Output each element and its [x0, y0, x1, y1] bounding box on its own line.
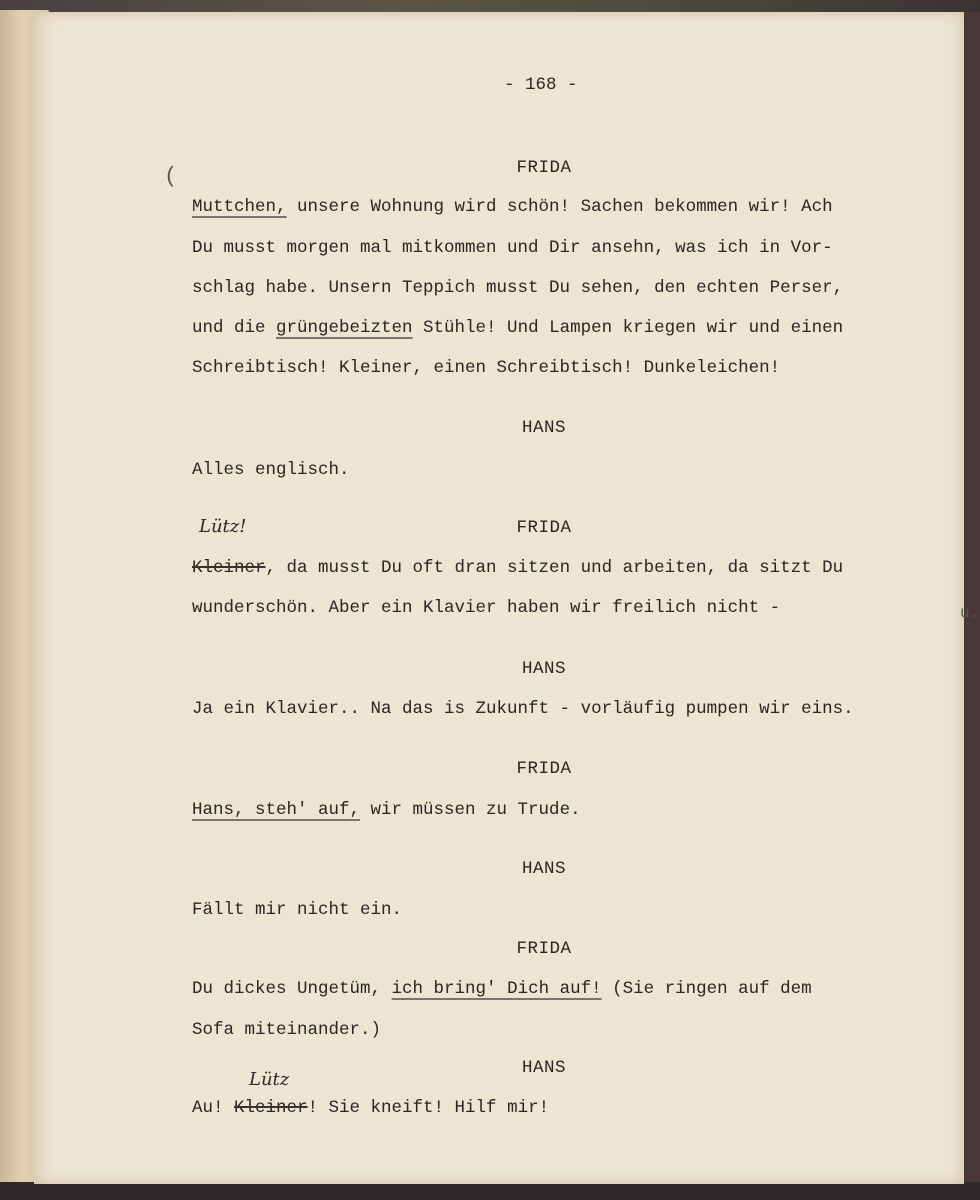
dialogue-line: schlag habe. Unsern Teppich musst Du sehen, den echten Perser, [192, 278, 844, 298]
line-text: ! Sie kneift! Hilf mir! [307, 1098, 550, 1118]
underlined-phrase: ich bring' Dich auf! [391, 979, 602, 999]
speaker-hans: HANS [521, 859, 566, 879]
struck-word: Kleiner [192, 558, 266, 578]
dialogue-line: Fällt mir nicht ein. [192, 900, 403, 920]
dialogue-line: Alles englisch. [192, 460, 350, 480]
dialogue-line [192, 317, 843, 339]
book-bottom-edge [0, 1182, 980, 1200]
underlined-word: grüngebeizten [276, 318, 413, 338]
speaker-hans: HANS [521, 418, 566, 438]
handwritten-correction: Lütz! [199, 516, 247, 537]
line-text: wir müssen zu Trude. [360, 800, 581, 820]
speaker-hans: HANS [521, 1058, 566, 1078]
book-right-edge [964, 12, 980, 1184]
dialogue-line [192, 557, 843, 579]
dialogue-line: Sofa miteinander.) [192, 1020, 382, 1040]
margin-mark-right: u. [960, 604, 980, 622]
speaker-frida: FRIDA [516, 759, 572, 779]
dialogue-line: Schreibtisch! Kleiner, einen Schreibtisch! Dunkeleichen! [192, 358, 781, 378]
dialogue-line [192, 196, 833, 218]
dialogue-line [192, 799, 581, 821]
margin-bracket-mark: ( [164, 164, 178, 189]
page-number: - 168 - [504, 75, 578, 95]
line-text: Du dickes Ungetüm, [192, 979, 392, 999]
line-text: , da musst Du oft dran sitzen und arbeiten, da sitzt Du [265, 558, 844, 578]
speaker-frida: FRIDA [516, 939, 572, 959]
dialogue-line: Du musst morgen mal mitkommen und Dir ansehn, was ich in Vor- [192, 238, 833, 258]
underlined-phrase: Hans, steh' auf, [192, 800, 361, 820]
line-text: Stühle! Und Lampen kriegen wir und einen [412, 318, 844, 338]
speaker-frida: FRIDA [516, 158, 572, 178]
line-text: und die [192, 318, 277, 338]
dialogue-line: Ja ein Klavier.. Na das is Zukunft - vorläufig pumpen wir eins. [192, 699, 854, 719]
line-text: unsere Wohnung wird schön! Sachen bekommen wir! Ach [286, 197, 833, 217]
dialogue-line [192, 978, 812, 1000]
line-text: Au! [192, 1098, 235, 1118]
typescript-page [34, 12, 980, 1184]
struck-word: Kleiner [234, 1098, 308, 1118]
line-text: (Sie ringen auf dem [601, 979, 812, 999]
dialogue-line: wunderschön. Aber ein Klavier haben wir freilich nicht - [192, 598, 781, 618]
dialogue-line [192, 1097, 549, 1119]
speaker-frida: FRIDA [516, 518, 572, 538]
speaker-hans: HANS [521, 659, 566, 679]
underlined-word: Muttchen, [192, 197, 287, 217]
handwritten-correction: Lütz [249, 1069, 290, 1090]
